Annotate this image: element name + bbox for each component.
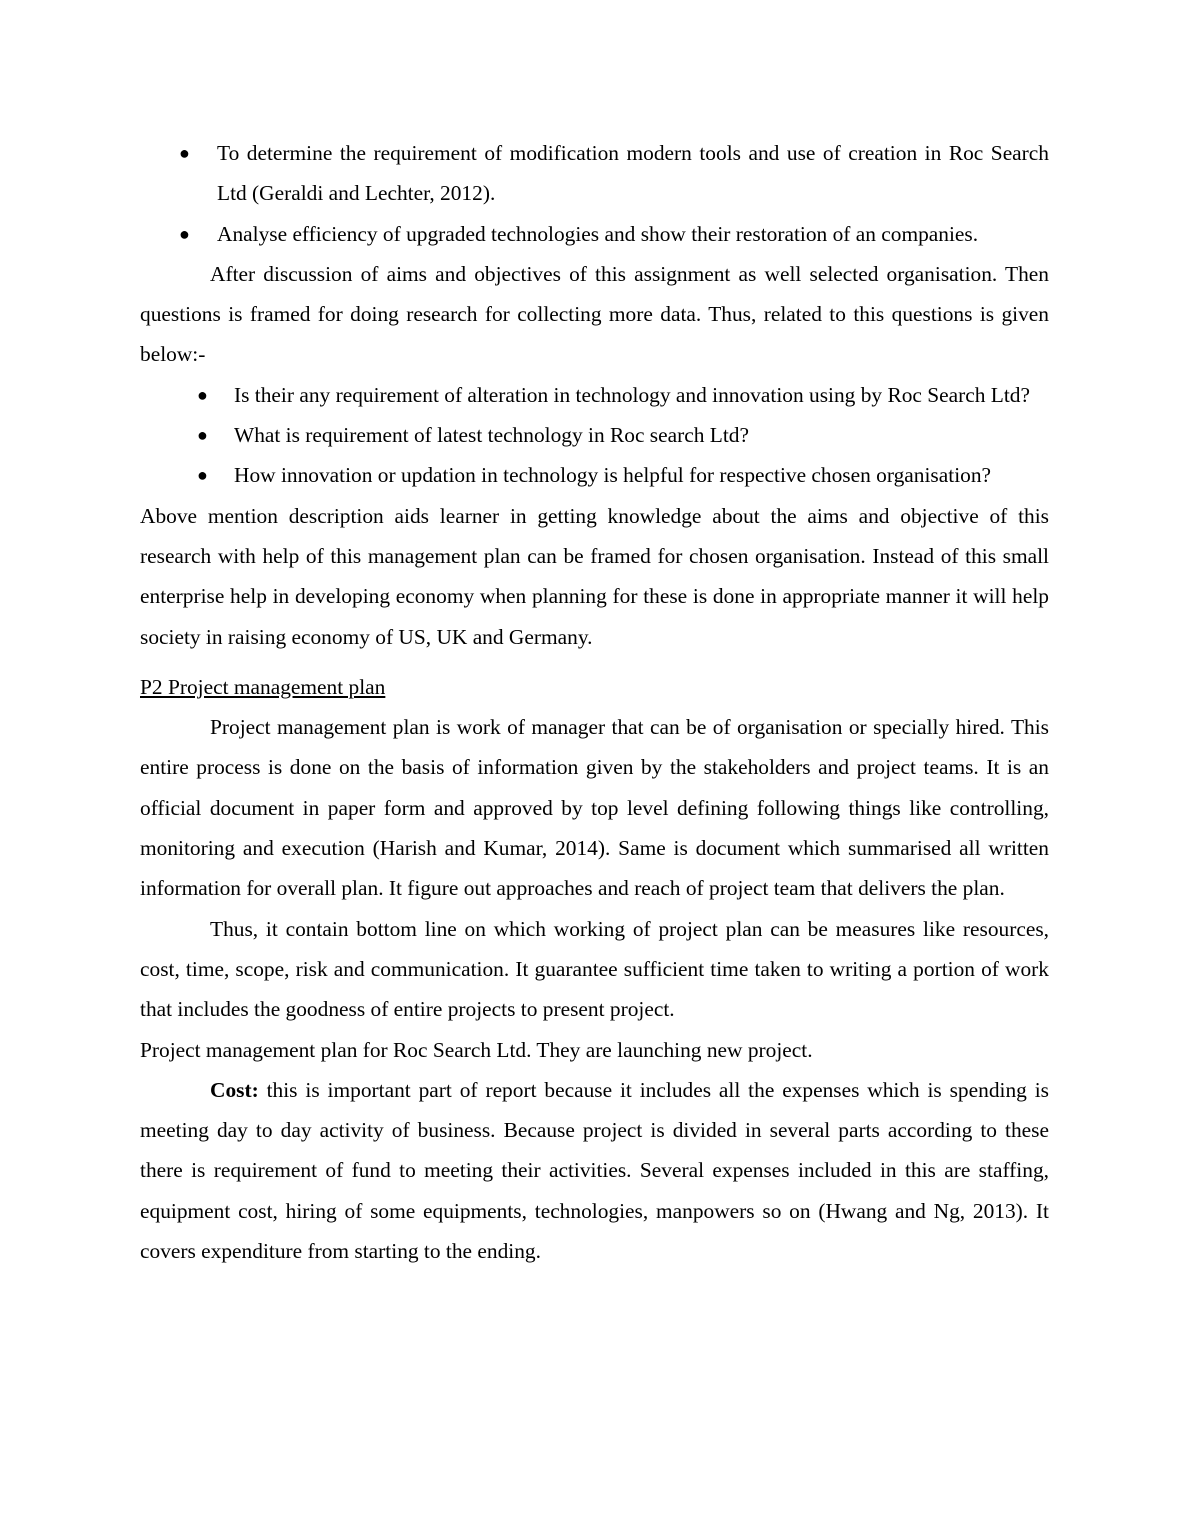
pmp-paragraph-2: Thus, it contain bottom line on which working of project plan can be measures like resources, cost, time, scope, risk and communication. It guarantee sufficient time taken to writing a portion of work that includes the goodness of entire projects to present project. [140,916,1049,1022]
intro-paragraph: After discussion of aims and objectives of this assignment as well selected organisation. Then questions is framed for doing research for collecting more data. Thus, related to this questions is given below:- [140,261,1049,367]
bullet-icon: ● [179,223,190,244]
list-item [140,415,1049,455]
list-item [140,455,1049,495]
cost-text: this is important part of report because it includes all the expenses which is spending is meeting day to day activity of business. Because project is divided in several parts according to these there is requirement of fund to meeting their activities. Several expenses included in this are staffing, equipment cost, hiring of some equipments, technologies, manpowers so on (Hwang and Ng, 2013). It covers expenditure from starting to the ending. [140,1077,1049,1264]
pmp-paragraph-1: Project management plan is work of manager that can be of organisation or specially hired. This entire process is done on the basis of information given by the stakeholders and project teams. It is an official document in paper form and approved by top level defining following things like controlling, monitoring and execution (Harish and Kumar, 2014). Same is document which summarised all written information for overall plan. It figure out approaches and reach of project team that delivers the plan. [140,715,1049,901]
list-item [140,375,1049,415]
bullet-icon: ● [197,384,208,405]
objective-text: To determine the requirement of modification modern tools and use of creation in Roc Search Ltd (Geraldi and Lechter, 2012). [217,141,1049,206]
question-text: How innovation or updation in technology is helpful for respective chosen organisation? [234,463,992,488]
list-item [140,133,1049,214]
cost-paragraph [140,1070,1049,1271]
questions-list [140,375,1049,496]
question-text: What is requirement of latest technology in Roc search Ltd? [234,423,749,448]
list-item [140,214,1049,254]
bullet-icon: ● [197,465,208,486]
objectives-list [140,133,1049,254]
summary-paragraph: Above mention description aids learner in getting knowledge about the aims and objective of this research with help of this management plan can be framed for chosen organisation. Instead of this small enterprise help in developing economy when planning for these is done in appropriate manner it will help society in raising economy of US, UK and Germany. [140,503,1049,649]
objective-text: Analyse efficiency of upgraded technologies and show their restoration of an companies. [217,221,979,246]
question-text: Is their any requirement of alteration in technology and innovation using by Roc Search Ltd? [234,382,1030,407]
pmp-paragraph-3: Project management plan for Roc Search Ltd. They are launching new project. [140,1037,813,1062]
document-page [140,133,1049,1271]
cost-label: Cost: [210,1077,259,1102]
bullet-icon: ● [197,425,208,446]
bullet-icon: ● [179,143,190,163]
section-heading: P2 Project management plan [140,674,386,699]
